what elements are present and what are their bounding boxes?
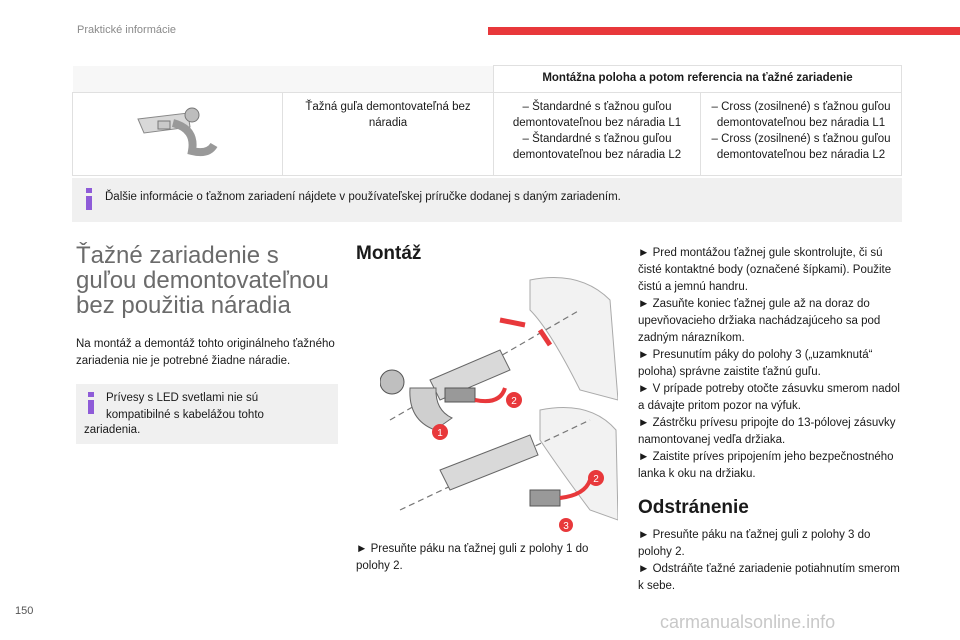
table-cell-cross xyxy=(701,93,902,176)
page-number: 150 xyxy=(15,605,34,617)
tow-ball-upper xyxy=(380,370,404,394)
mounting-step: ► Zástrčku prívesu pripojte do 13-pólovej zásuvky namontovanej vedľa držiaka. xyxy=(638,417,896,446)
section-title: Ťažné zariadenie s guľou demontovateľnou bez použitia náradia xyxy=(76,242,329,319)
header-accent-bar xyxy=(488,27,960,35)
mounting-step: ► V prípade potreby otočte zásuvku smerom nadol a dávajte pritom pozor na výfuk. xyxy=(638,383,900,412)
watermark: carmanualsonline.info xyxy=(660,612,836,632)
mounting-illustration xyxy=(380,270,618,532)
mounting-step: ► Zaistite príves pripojením jeho bezpečnostného lanka k oku na držiaku. xyxy=(638,451,894,480)
standard-l1: – Štandardné s ťažnou guľou demontovateľnou bez náradia L1 xyxy=(512,101,682,129)
removal-step: ► Presuňte páku na ťažnej guli z polohy 3 do polohy 2. xyxy=(638,529,871,558)
table-row-label: Ťažná guľa demontovateľná bez náradia xyxy=(283,93,494,176)
table-header-empty xyxy=(73,66,494,93)
info-icon xyxy=(84,188,94,215)
info-icon xyxy=(86,392,96,419)
table-column-header: Montážna poloha a potom referencia na ťažné zariadenie xyxy=(494,66,902,93)
towbar-reference-table xyxy=(72,65,902,176)
middle-column xyxy=(356,243,618,265)
svg-text:2: 2 xyxy=(511,396,517,407)
table-cell-standard xyxy=(494,93,701,176)
mounting-step: ► Presunutím páky do polohy 3 („uzamknutá“ poloha) správne zaistite ťažnú guľu. xyxy=(638,349,873,378)
mounting-step: ► Pred montážou ťažnej gule skontrolujte, či sú čisté kontaktné body (označené šípkami). Použite čistú a jemnú handru. xyxy=(638,247,892,293)
svg-text:3: 3 xyxy=(563,521,569,532)
cross-l1: – Cross (zosilnené) s ťažnou guľou demontovateľnou bez náradia L1 xyxy=(711,101,891,129)
header-section-title: Praktické informácie xyxy=(77,24,177,36)
removal-step: ► Odstráňte ťažné zariadenie potiahnutím smerom k sebe. xyxy=(638,563,900,592)
led-note-text: Prívesy s LED svetlami nie sú kompatibilné s kabelážou tohto xyxy=(106,392,264,421)
mounting-title: Montáž xyxy=(356,243,422,264)
removal-title: Odstránenie xyxy=(638,497,749,518)
towbar-thumbnail xyxy=(73,93,283,176)
lever-upper xyxy=(445,388,475,402)
lever-lower xyxy=(530,490,560,506)
right-column xyxy=(638,245,900,595)
intro-paragraph: Na montáž a demontáž tohto originálneho ťažného zariadenia nie je potrebné žiadne náradie. xyxy=(76,338,335,367)
mounting-caption: ► Presuňte páku na ťažnej guli z polohy 1 do polohy 2. xyxy=(356,543,589,572)
standard-l2: – Štandardné s ťažnou guľou demontovateľnou bez náradia L2 xyxy=(512,133,682,161)
info-strip xyxy=(72,178,902,222)
info-strip-text: Ďalšie informácie o ťažnom zariadení nájdete v používateľskej príručke dodanej s daným zariadením. xyxy=(105,191,621,203)
cross-l2: – Cross (zosilnené) s ťažnou guľou demontovateľnou bez náradia L2 xyxy=(711,133,891,161)
svg-text:1: 1 xyxy=(437,428,443,439)
mounting-step: ► Zasuňte koniec ťažnej gule až na doraz do upevňovacieho držiaka nachádzajúceho sa pod zadným nárazníkom. xyxy=(638,298,881,344)
left-column xyxy=(76,243,338,444)
towbar-thumbnail-icon xyxy=(118,99,238,161)
svg-text:2: 2 xyxy=(593,474,599,485)
led-note-box xyxy=(76,384,338,444)
led-note-text-end: zariadenia. xyxy=(84,424,141,436)
